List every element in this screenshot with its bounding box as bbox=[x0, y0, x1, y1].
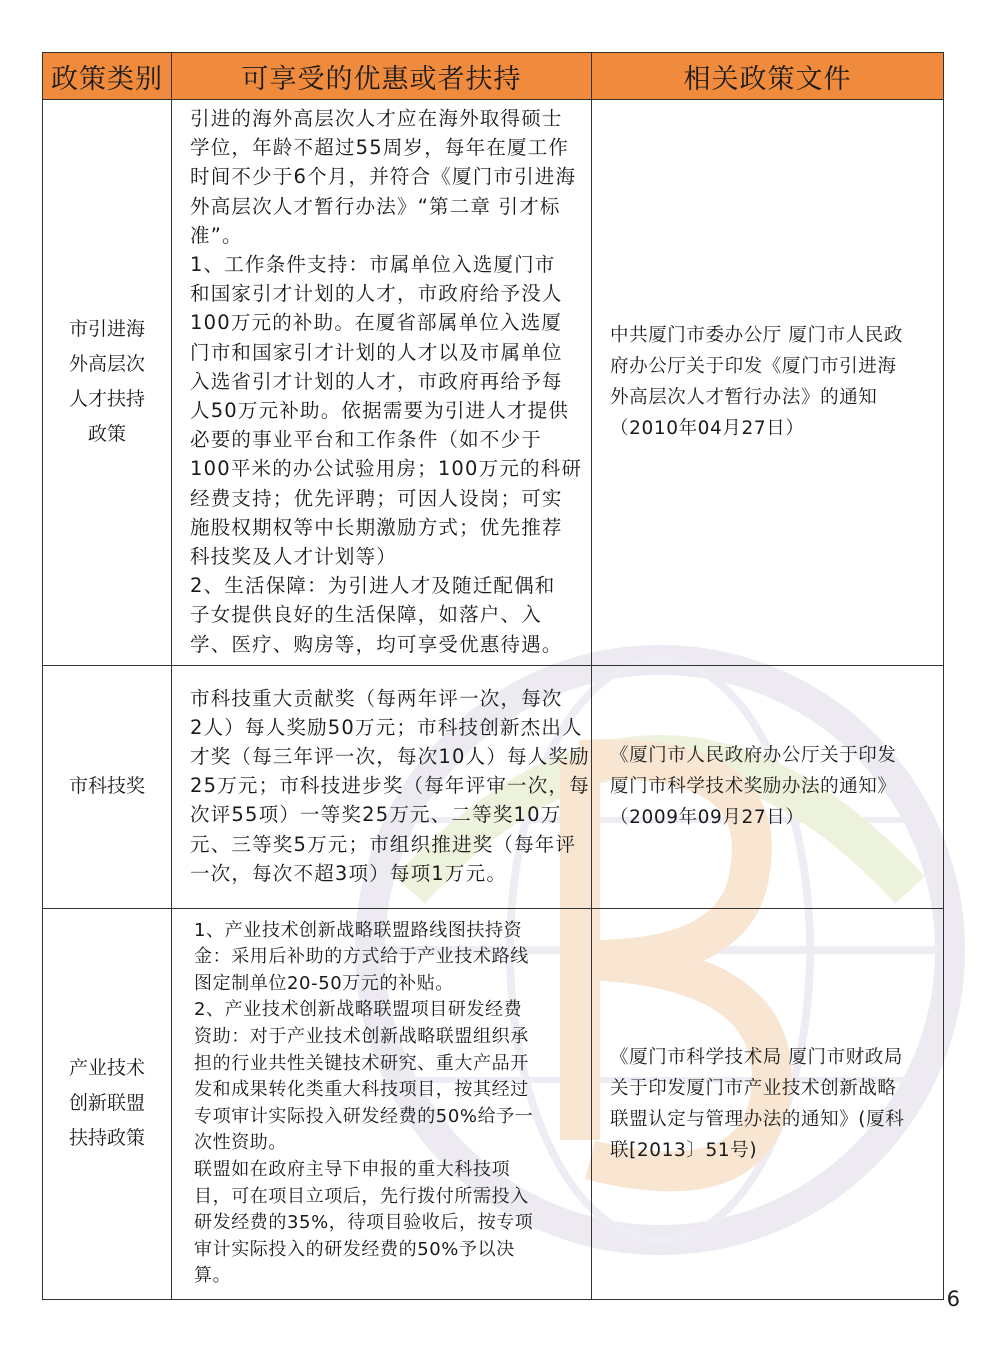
document-cell: 中共厦门市委办公厅 厦门市人民政 府办公厅关于印发《厦门市引进海 外高层次人才暂行办法》的通知 （2010年04月27日） bbox=[592, 100, 944, 666]
benefit-cell: 市科技重大贡献奖（每两年评一次，每次 2人）每人奖励50万元；市科技创新杰出人 才奖（每三年评一次，每次10人）每人奖励 25万元；市科技进步奖（每年评审一次，每 次评55项）一等奖25万元、二等奖10万 元、三等奖5万元；市组织推进奖（每年评 一次，每次不超3项）每项1万元。 bbox=[172, 665, 592, 908]
header-benefit: 可享受的优惠或者扶持 bbox=[172, 53, 592, 100]
category-cell: 产业技术 创新联盟 扶持政策 bbox=[43, 908, 172, 1299]
document-cell: 《厦门市人民政府办公厅关于印发 厦门市科学技术奖励办法的通知》 （2009年09月27日） bbox=[592, 665, 944, 908]
table-header-row bbox=[43, 53, 944, 100]
table-row bbox=[43, 665, 944, 908]
category-cell: 市科技奖 bbox=[43, 665, 172, 908]
table-row bbox=[43, 100, 944, 666]
header-document: 相关政策文件 bbox=[592, 53, 944, 100]
header-category: 政策类别 bbox=[43, 53, 172, 100]
policy-table bbox=[42, 52, 944, 1300]
category-cell: 市引进海 外高层次 人才扶持 政策 bbox=[43, 100, 172, 666]
table-row bbox=[43, 908, 944, 1299]
benefit-cell: 1、产业技术创新战略联盟路线图扶持资 金：采用后补助的方式给于产业技术路线 图定制单位20-50万元的补贴。 2、产业技术创新战略联盟项目研发经费 资助：对于产业技术创新战略联盟组织承 担的行业共性关键技术研究、重大产品开 发和成果转化类重大科技项目，按其经过 专项审计实际投入研发经费的50%给予一 次性资助。 联盟如在政府主导下申报的重大科技项 目，可在项目立项后，先行拨付所需投入 研发经费的35%，待项目验收后，按专项 审计实际投入的研发经费的50%予以决 算。 bbox=[172, 908, 592, 1299]
benefit-cell: 引进的海外高层次人才应在海外取得硕士 学位，年龄不超过55周岁，每年在厦工作 时间不少于6个月，并符合《厦门市引进海 外高层次人才暂行办法》“第二章 引才标 准”。 1、工作条件支持：市属单位入选厦门市 和国家引才计划的人才，市政府给予没人 100万元的补助。在厦省部属单位入选厦 门市和国家引才计划的人才以及市属单位 入选省引才计划的人才，市政府再给予每 人50万元补助。依据需要为引进人才提供 必要的事业平台和工作条件（如不少于 100平米的办公试验用房；100万元的科研 经费支持；优先评聘；可因人设岗；可实 施股权期权等中长期激励方式；优先推荐 科技奖及人才计划等） 2、生活保障：为引进人才及随迁配偶和 子女提供良好的生活保障，如落户、入 学、医疗、购房等，均可享受优惠待遇。 bbox=[172, 100, 592, 666]
page-number: 6 bbox=[946, 1287, 960, 1311]
document-cell: 《厦门市科学技术局 厦门市财政局 关于印发厦门市产业技术创新战略 联盟认定与管理办法的通知》(厦科 联[2013〕51号) bbox=[592, 908, 944, 1299]
